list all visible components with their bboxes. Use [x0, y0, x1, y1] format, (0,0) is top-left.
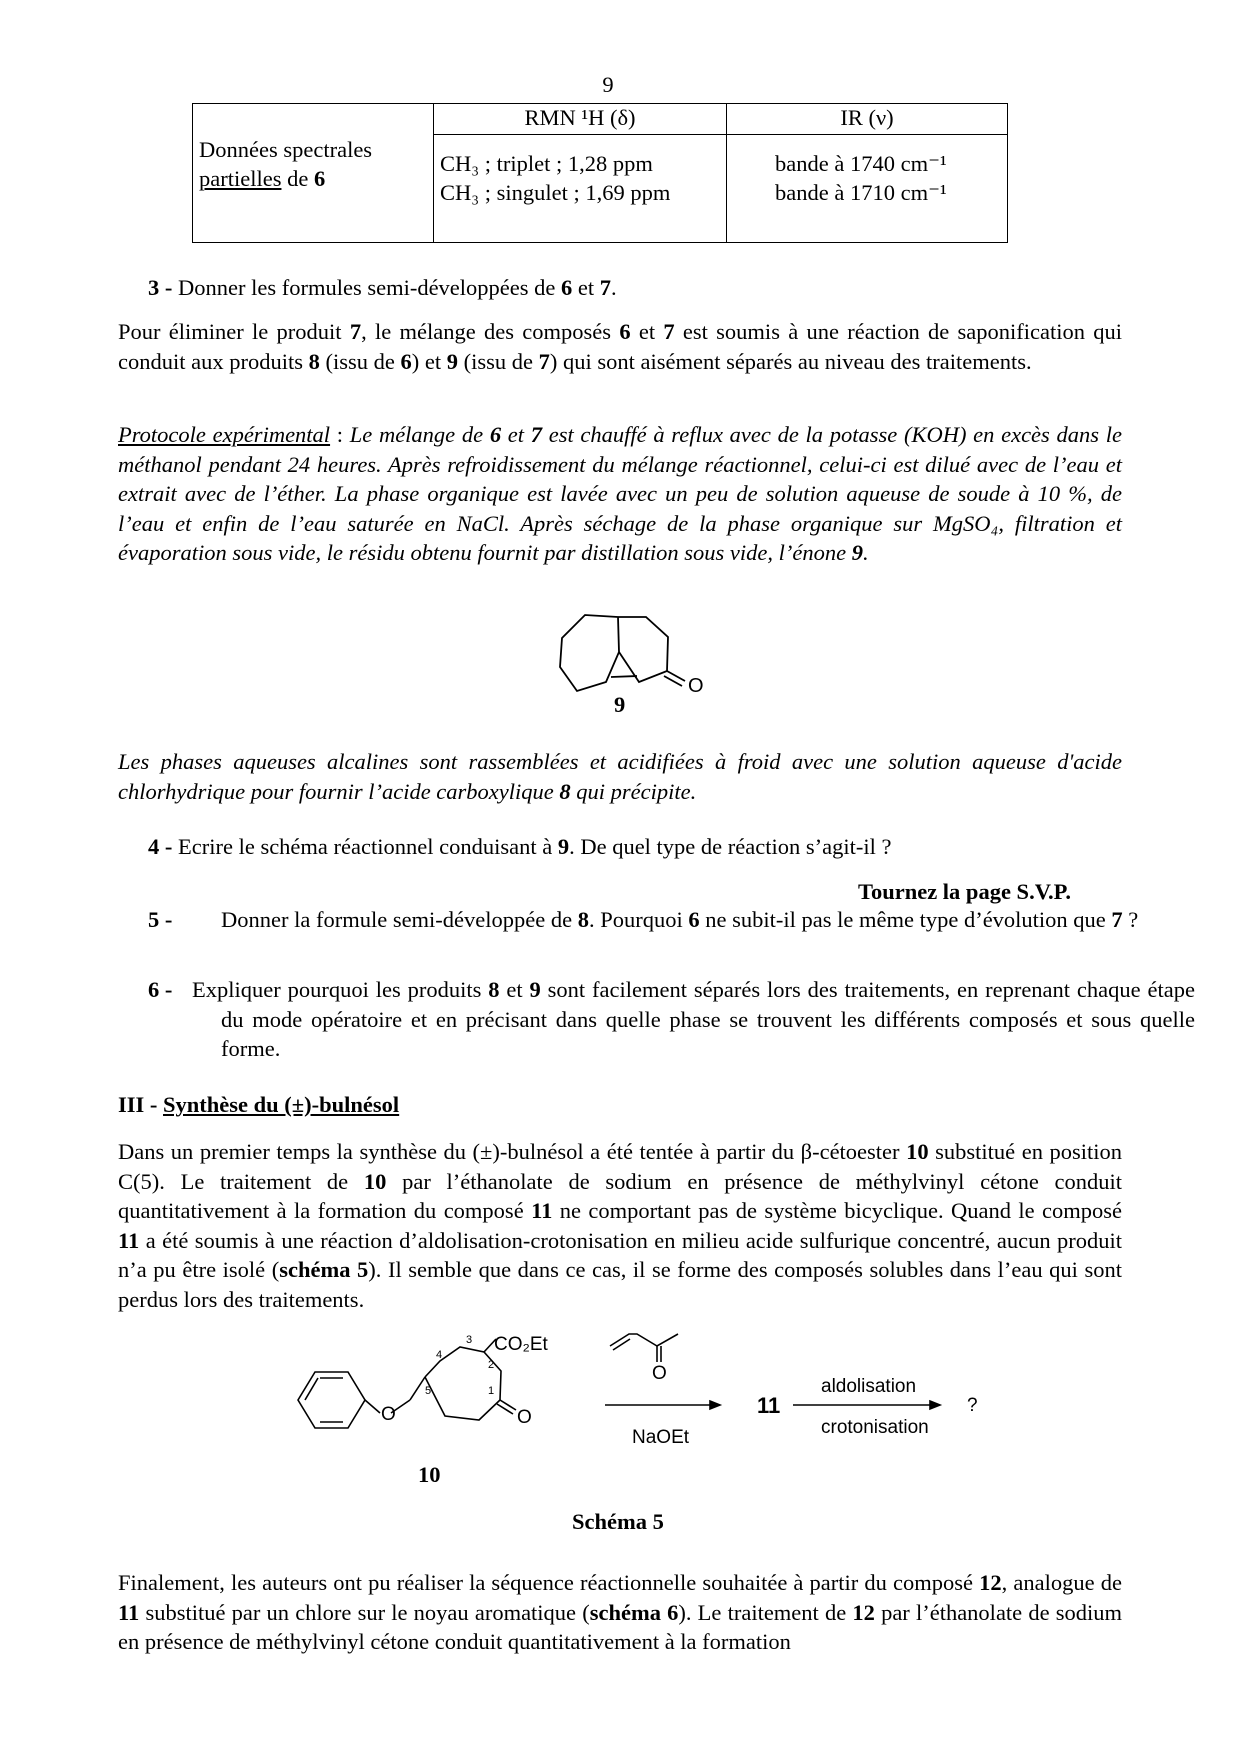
protocol-label: Protocole expérimental — [118, 422, 331, 447]
row-label-prefix: Données spectrales — [199, 137, 373, 162]
position-5: 5 — [425, 1385, 432, 1397]
question-number: 3 - — [148, 275, 173, 300]
question-text: . De quel type de réaction s’agit-il ? — [569, 834, 892, 859]
text: ) et — [411, 348, 447, 374]
text: : — [330, 422, 350, 447]
structure-9-diagram — [550, 605, 730, 725]
question-text: ? — [1122, 907, 1139, 932]
text: substitué en position C(5). Le traitement de — [118, 1139, 1123, 1194]
structure-9-oxygen: O — [688, 675, 704, 697]
row-label-mid: de — [281, 166, 314, 191]
paragraph-bulnesol — [118, 1137, 1122, 1314]
compound-ref: 12 — [979, 1570, 1002, 1595]
scheme-ref: schéma 6 — [589, 1599, 679, 1625]
question-text: Donner les formules semi-développées de — [172, 275, 562, 300]
compound-ref: 9 — [557, 834, 570, 859]
text: , analogue de — [1001, 1570, 1122, 1595]
paragraph-final — [118, 1568, 1122, 1657]
scheme-ref: schéma 5 — [279, 1257, 369, 1282]
compound-ref: 8 — [488, 977, 500, 1002]
compound-ref: 11 — [118, 1599, 140, 1625]
ketone-oxygen: O — [517, 1407, 532, 1428]
compound-ref: 6 — [688, 907, 700, 932]
section-title: Synthèse du (±)-bulnésol — [163, 1092, 400, 1117]
step-aldolisation: aldolisation — [821, 1376, 917, 1397]
text: est chauffé à reflux avec de la potasse (KOH) en excès dans le méthanol pendant 24 heures. Après refroidissement du mélange réactionnel, celui-ci est dilué avec de l’eau et extrait avec de l’éther. La phase organique est lavée avec un peu de solution aqueuse de soude à 10 %, de l’eau et enfin de l’eau saturée en NaCl. Après séchage de la phase organique sur MgSO₄, filtration et évaporation sous vide, le résidu obtenu fournit par distillation sous vide, l’énone — [118, 422, 1122, 565]
nmr-header: RMN ¹H (δ) — [434, 104, 727, 135]
ir-line-2: bande à 1710 cm⁻¹ — [775, 180, 947, 205]
question-text: Donner la formule semi-développée de — [221, 907, 578, 932]
ether-oxygen: O — [381, 1404, 396, 1425]
nmr-line-2: CH₃ ; singulet ; 1,69 ppm — [440, 180, 671, 205]
compound-ref: 6 — [489, 422, 502, 447]
compound-10-label: 10 — [418, 1462, 441, 1487]
text: et — [501, 422, 531, 447]
compound-ref: 6 — [400, 348, 412, 374]
text: substitué par un chlore sur le noyau aromatique ( — [139, 1599, 590, 1625]
row-label-underlined: partielles — [199, 166, 282, 191]
compound-ref: 9 — [529, 977, 541, 1002]
question-number: 5 - — [148, 907, 173, 932]
text: ) qui sont aisément séparés au niveau des traitements. — [549, 348, 1032, 374]
question-text: . — [611, 275, 617, 300]
text: a été soumis à une réaction d’aldolisation-crotonisation en milieu acide sulfurique concentré, aucun produit n’a pu être isolé ( — [118, 1227, 1122, 1282]
question-number: 6 - — [148, 977, 173, 1002]
compound-ref: 7 — [663, 319, 675, 344]
nmr-line-1: CH₃ ; triplet ; 1,28 ppm — [440, 151, 653, 176]
section-number: III - — [118, 1092, 164, 1117]
compound-ref: 11 — [531, 1198, 553, 1223]
text: (issu de — [319, 348, 401, 374]
ir-line-1: bande à 1740 cm⁻¹ — [775, 151, 947, 176]
text: par l’éthanolate de sodium en présence de méthylvinyl cétone conduit quantitativement à la formation du composé — [118, 1168, 1123, 1223]
question-4 — [148, 832, 891, 862]
text: ). Le traitement de — [678, 1599, 853, 1625]
text: Les phases aqueuses alcalines sont rassemblées et acidifiées à froid avec une solution aqueuse d'acide chlorhydrique pour fournir l’acide carboxylique — [118, 749, 1122, 804]
compound-ref: 10 — [363, 1168, 387, 1194]
step-crotonisation: crotonisation — [821, 1417, 929, 1438]
compound-ref: 8 — [577, 907, 589, 932]
structure-9-label: 9 — [614, 692, 626, 717]
question-text: et — [572, 275, 600, 300]
scheme-5-caption: Schéma 5 — [572, 1509, 664, 1534]
spectral-data-table — [192, 103, 1008, 243]
text: par l’éthanolate de sodium en présence de méthylvinyl cétone conduit quantitativement à la formation — [118, 1599, 1123, 1654]
compound-ref: 11 — [118, 1227, 140, 1253]
question-number: 4 - — [148, 834, 173, 859]
nmr-cell — [434, 135, 727, 243]
compound-ref: 7 — [1111, 907, 1123, 932]
compound-ref: 7 — [349, 319, 362, 344]
compound-ref: 10 — [906, 1139, 929, 1164]
compound-ref: 9 — [446, 348, 458, 374]
reagent-naoet: NaOEt — [632, 1427, 690, 1448]
mvk-oxygen: O — [652, 1363, 667, 1384]
question-text: Expliquer pourquoi les produits — [192, 977, 489, 1002]
compound-ref: 6 — [619, 319, 631, 344]
compound-ref: 9 — [851, 540, 863, 565]
text: ne comportant pas de système bicyclique. Quand le composé — [552, 1198, 1122, 1223]
page-number: 9 — [602, 72, 614, 97]
product-11: 11 — [757, 1393, 781, 1418]
text: Pour éliminer le produit — [118, 319, 350, 344]
text: Le mélange de — [349, 422, 490, 447]
text: ). Il semble que dans ce cas, il se forme des composés solubles dans l’eau qui sont perdus lors des traitements. — [118, 1257, 1122, 1312]
compound-ref: 7 — [538, 348, 550, 374]
compound-ref: 7 — [599, 275, 612, 300]
question-3 — [148, 273, 617, 303]
turn-page-note: Tournez la page S.V.P. — [858, 879, 1071, 904]
compound-ref: 8 — [559, 778, 571, 804]
compound-ref: 7 — [530, 422, 542, 447]
text: , le mélange des composés — [361, 319, 620, 344]
compound-ref: 12 — [852, 1599, 875, 1625]
position-1: 1 — [488, 1385, 495, 1397]
question-text: et — [499, 977, 530, 1002]
position-2: 2 — [488, 1359, 495, 1371]
question-6 — [148, 975, 1195, 1064]
question-text: sont facilement séparés lors des traitements, en reprenant chaque étape du mode opératoire et en précisant dans quelle phase se trouvent les différents composés et sous quelle forme. — [221, 977, 1195, 1061]
paragraph-acidification — [118, 747, 1122, 806]
question-text: ne subit-il pas le même type d’évolution que — [699, 907, 1112, 932]
compound-ref: 6 — [561, 275, 573, 300]
scheme-5-diagram — [280, 1330, 1000, 1500]
text: Finalement, les auteurs ont pu réaliser la séquence réactionnelle souhaitée à partir du composé — [118, 1570, 980, 1595]
question-text: . Pourquoi — [589, 907, 689, 932]
ir-header: IR (ν) — [727, 104, 1008, 135]
text: est soumis à une réaction de saponification qui conduit aux produits — [118, 319, 1123, 374]
co2et-group: CO₂Et — [494, 1334, 548, 1355]
paragraph-saponification — [118, 317, 1122, 376]
question-5 — [148, 905, 1195, 935]
protocol-paragraph — [118, 420, 1122, 568]
table-row-label — [193, 104, 434, 243]
compound-ref: 8 — [308, 348, 320, 374]
text: qui précipite. — [570, 778, 697, 804]
text: et — [630, 319, 664, 344]
unknown-product: ? — [967, 1395, 978, 1416]
section-3-heading — [118, 1092, 399, 1118]
text: . — [862, 540, 869, 565]
ir-cell — [727, 135, 1008, 243]
text: Dans un premier temps la synthèse du (±)-bulnésol a été tentée à partir du β-cétoester — [118, 1139, 907, 1164]
position-4: 4 — [436, 1349, 443, 1361]
row-label-compound: 6 — [313, 166, 326, 191]
position-3: 3 — [466, 1334, 473, 1346]
question-text: Ecrire le schéma réactionnel conduisant à — [172, 834, 558, 859]
text: (issu de — [457, 348, 539, 374]
